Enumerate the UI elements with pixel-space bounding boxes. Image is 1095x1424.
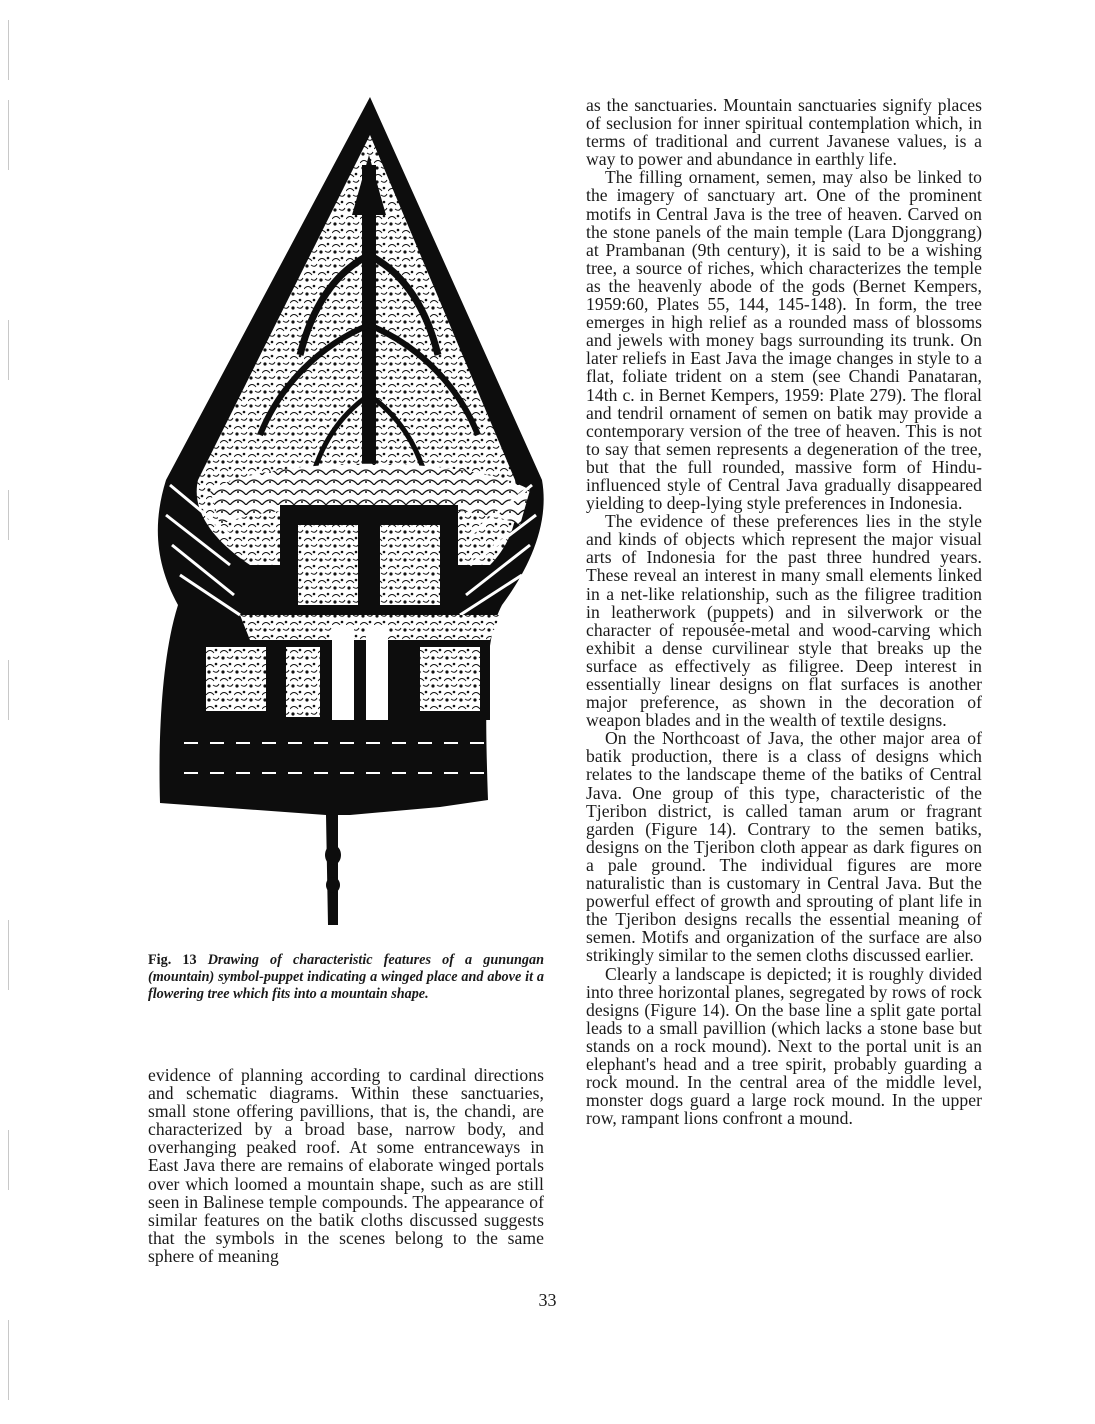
figure-caption-text: Drawing of characteristic features of a gunungan (mountain) symbol-puppet indicating a winged place and above it a flowering tree which fits into a mountain shape. [148, 952, 544, 1002]
figure-caption [148, 952, 544, 1003]
left-column-text [148, 1066, 544, 1265]
figure-label: Fig. 13 [148, 952, 197, 968]
paragraph: The filling ornament, semen, may also be linked to the imagery of sanctuary art. One of the prominent motifs in Central Java is the tree of heaven. Carved on the stone panels of the main temple (Lara Djonggrang) at Prambanan (9th century), it is said to be a wishing tree, a source of riches, which characterizes the temple as the heavenly abode of the gods (Bernet Kempers, 1959:60, Plates 55, 144, 145-148). In form, the tree emerges in high relief as a rounded mass of blossoms and jewels with money bags surrounding its trunk. On later reliefs in East Java the image changes in style to a flat, foliate trident on a stem (see Chandi Panataran, 14th c. in Bernet Kempers, 1959: Plate 279). The floral and tendril ornament of semen on batik may provide a contemporary version of the tree of heaven. This is not to say that semen represents a degeneration of the tree, but that the full rounded, massive form of Hindu-influenced style of Central Java gradually disappeared yielding to deep-lying style preferences in Indonesia. [586, 167, 982, 514]
paragraph: evidence of planning according to cardinal directions and schematic diagrams. Within these sanctuaries, small stone offering pavillions, that is, the chandi, are characterized by a broad base, narrow body, and overhanging peaked roof. At some entranceways in East Java there are remains of elaborate winged portals over which loomed a mountain shape, such as are still seen in Balinese temple compounds. The appearance of similar features on the batik cloths discussed suggests that the symbols in the scenes belong to the same sphere of meaning [148, 1065, 544, 1266]
paragraph: Clearly a landscape is depicted; it is roughly divided into three horizontal planes, segregated by rows of rock designs (Figure 14). On the base line a split gate portal leads to a small pavillion (which lacks a stone base but stands on a rock mound). Next to the portal unit is an elephant's head and a tree spirit, probably guarding a rock mound. In the central area of the middle level, monster dogs guard a large rock mound. In the upper row, rampant lions confront a mound. [586, 963, 982, 1129]
gunungan-puppet-icon [150, 95, 550, 955]
paragraph: On the Northcoast of Java, the other major area of batik production, there is a class of designs which relates to the landscape theme of the batiks of Central Java. One group of this type, characteristic of the Tjeribon district, is called taman arum or fragrant garden (Figure 14). Contrary to the semen batiks, designs on the Tjeribon cloth appear as dark figures on a pale ground. The individual figures are more naturalistic than is customary in Central Java. But the powerful effect of growth and sprouting of plant life in the Tjeribon designs recalls the essential meaning of semen. Motifs and organization of the surface are also strikingly similar to the semen cloths discussed earlier. [586, 728, 982, 966]
page-number: 33 [538, 1290, 557, 1310]
scan-edge-marks [8, 20, 22, 1400]
right-column-text [586, 96, 982, 1127]
paragraph: The evidence of these preferences lies in the style and kinds of objects which represent the major visual arts of Indonesia for the past three hundred years. These reveal an interest in many small elements linked in a net-like relationship, such as the filigree tradition in leatherwork (puppets) and in silverwork or the character of repousée-metal and wood-carving which exhibit a dense curvilinear style that breaks up the surface as effectively as filigree. Deep interest in essentially linear designs on flat surfaces is another major preference, as shown in the decoration of weapon blades and in the wealth of textile designs. [586, 511, 982, 731]
paragraph: as the sanctuaries. Mountain sanctuaries signify places of seclusion for inner spiritual contemplation which, in terms of traditional and current Javanese values, is a way to power and abundance in earthly life. [586, 95, 982, 170]
